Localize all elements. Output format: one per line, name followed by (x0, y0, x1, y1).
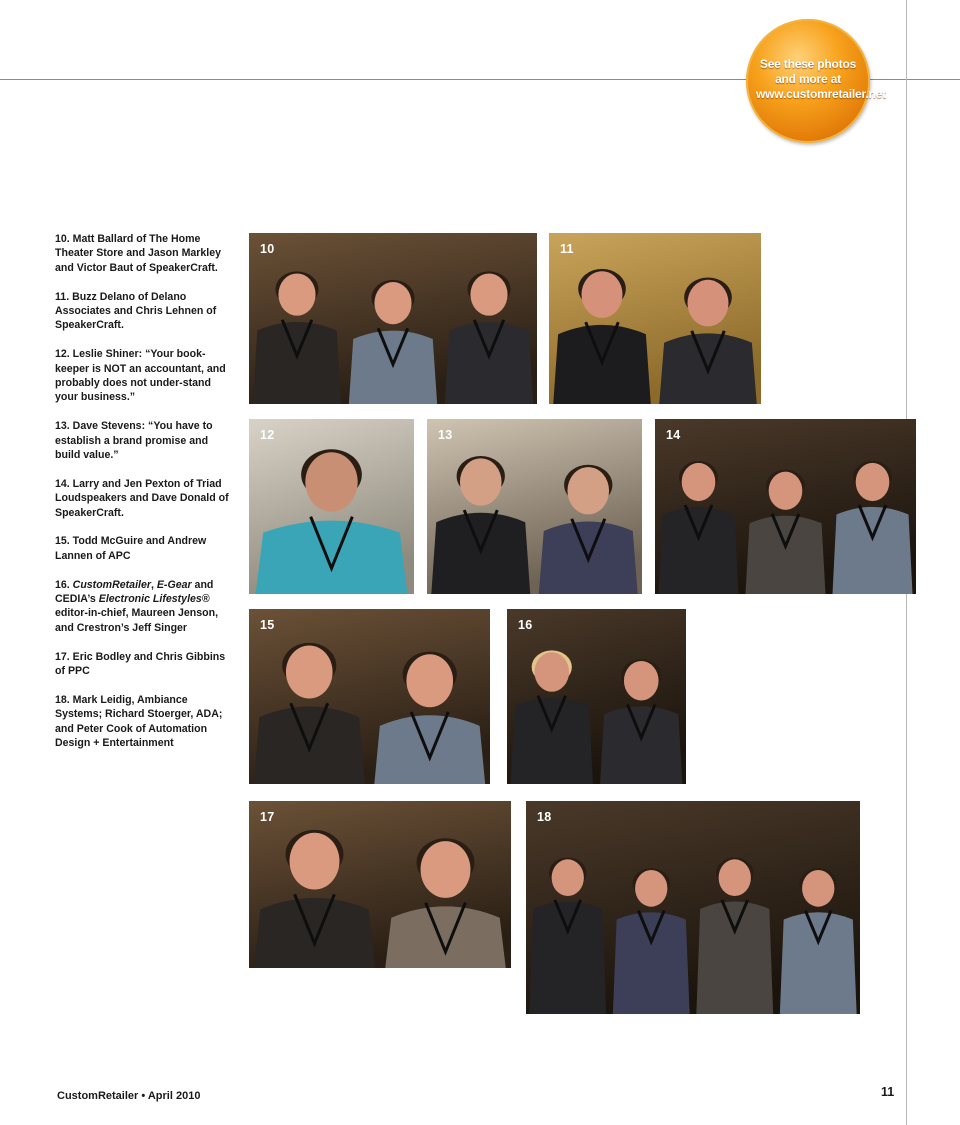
photo-number: 13 (438, 428, 453, 442)
photo-image (655, 419, 916, 594)
caption-15: 15. Todd McGuire and Andrew Lannen of APC (55, 535, 207, 562)
photo-number: 17 (260, 810, 275, 824)
person-body (374, 715, 485, 784)
badge-text: See these photos and more at www.customretailer.net (756, 56, 886, 101)
person-body (832, 507, 912, 594)
person-face (769, 472, 803, 510)
photo-image (427, 419, 642, 594)
person-body (613, 912, 690, 1014)
person-face (552, 859, 584, 896)
caption-16: 16. CustomRetailer, E-Gear and CEDIA’s Electronic Lifestyles® editor-in-chief, Maureen Jenson, and Crestron’s Jeff Singer (55, 578, 219, 634)
footer-publication: CustomRetailer • April 2010 (57, 1090, 201, 1102)
person-face (460, 458, 502, 505)
photo-captions (55, 232, 233, 765)
caption-10: 10. Matt Ballard of The Home Theater Store and Jason Markley and Victor Baut of SpeakerCraft. (55, 233, 222, 274)
photo-13 (427, 419, 642, 594)
photo-12 (249, 419, 414, 594)
person-body (254, 898, 375, 968)
person-face (421, 841, 471, 898)
photo-number: 15 (260, 618, 275, 632)
photo-10 (249, 233, 537, 404)
person-face (802, 870, 834, 907)
person-face (624, 661, 659, 700)
person-face (719, 859, 751, 896)
photo-number: 11 (560, 242, 574, 256)
person-face (305, 452, 357, 512)
photo-image (549, 233, 761, 404)
photo-image (526, 801, 860, 1014)
photo-17 (249, 801, 511, 968)
photo-number: 10 (260, 242, 275, 256)
person-body (529, 902, 606, 1014)
person-face (635, 870, 667, 907)
person-face (567, 467, 609, 514)
person-body (696, 902, 773, 1014)
photo-image (249, 233, 537, 404)
person-body (256, 521, 408, 594)
person-body (658, 507, 738, 594)
person-face (581, 271, 622, 318)
caption-13: 13. Dave Stevens: “You have to establish a brand promise and build value.” (55, 420, 213, 462)
person-body (385, 906, 506, 968)
person-body (745, 516, 825, 594)
photo-number: 16 (518, 618, 533, 632)
person-face (687, 280, 728, 327)
person-body (511, 698, 593, 784)
person-face (856, 463, 890, 501)
photo-15 (249, 609, 490, 784)
caption-18: 18. Mark Leidig, Ambiance Systems; Richard Stoerger, ADA; and Peter Cook of Automation Design + Entertainment (55, 693, 223, 750)
person-face (290, 833, 340, 890)
photo-number: 12 (260, 428, 275, 442)
photo-16 (507, 609, 686, 784)
website-promo-badge[interactable] (746, 19, 886, 143)
person-face (534, 652, 569, 691)
photo-14 (655, 419, 916, 594)
photo-image (507, 609, 686, 784)
caption-11: 11. Buzz Delano of Delano Associates and Chris Lehnen of SpeakerCraft. (55, 290, 217, 332)
caption-17: 17. Eric Bodley and Chris Gibbins of PPC (55, 650, 226, 678)
person-face (278, 273, 315, 315)
photo-image (249, 419, 414, 594)
person-face (406, 654, 453, 707)
person-face (682, 463, 716, 501)
photo-number: 14 (666, 428, 681, 442)
person-body (253, 322, 341, 404)
caption-14: 14. Larry and Jen Pexton of Triad Loudspeakers and Dave Donald of SpeakerCraft. (55, 477, 229, 519)
person-body (780, 912, 857, 1014)
photo-image (249, 609, 490, 784)
person-face (374, 282, 411, 324)
person-body (445, 322, 533, 404)
photo-18 (526, 801, 860, 1014)
photo-number: 18 (537, 810, 552, 824)
caption-12: 12. Leslie Shiner: “Your book-keeper is NOT an accountant, and probably does not under-stand your business.” (55, 348, 226, 404)
person-face (286, 645, 333, 698)
person-body (600, 706, 682, 784)
person-face (470, 273, 507, 315)
photo-image (249, 801, 511, 968)
photo-11 (549, 233, 761, 404)
page-number: 11 (881, 1085, 895, 1099)
